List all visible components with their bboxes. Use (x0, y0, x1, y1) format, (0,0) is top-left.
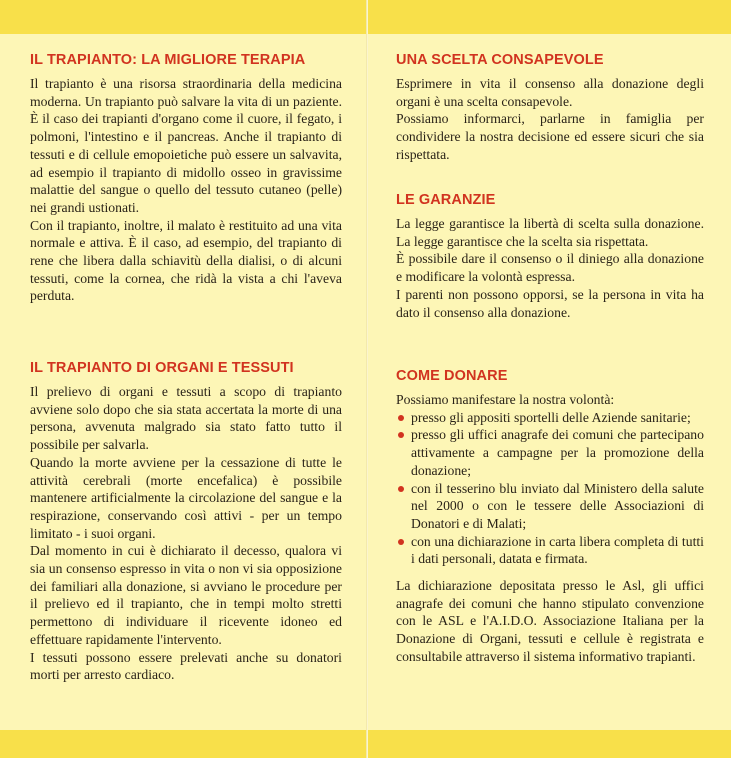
list-item: con una dichiarazione in carta libera completa di tutti i dati personali, datata e firmata. (396, 533, 704, 568)
paragraph: Il prelievo di organi e tessuti a scopo di trapianto avviene solo dopo che sia stata accertata la morte di una persona, avvenuta malgrado sia stato fatto tutto il possibile per salvarla. (30, 384, 342, 453)
paragraph: Possiamo manifestare la nostra volontà: (396, 392, 615, 407)
section-conscious-choice (396, 52, 704, 164)
bullet-icon (398, 539, 404, 545)
section-title: IL TRAPIANTO: LA MIGLIORE TERAPIA (30, 52, 306, 68)
bullet-icon (398, 486, 404, 492)
paragraph: Esprimere in vita il consenso alla donazione degli organi è una scelta consapevole. (396, 76, 704, 109)
bullet-icon (398, 432, 404, 438)
section-title: COME DONARE (396, 368, 508, 384)
section-how-to-donate (396, 368, 704, 666)
section-title: IL TRAPIANTO DI ORGANI E TESSUTI (30, 360, 294, 376)
bullet-icon (398, 415, 404, 421)
section-organs-tissues (30, 360, 342, 684)
paragraph: La legge garantisce la libertà di scelta sulla donazione. La legge garantisce che la scelta sia rispettata. (396, 216, 704, 249)
paragraph: Il trapianto è una risorsa straordinaria della medicina moderna. Un trapianto può salvare la vita di un paziente. È il caso dei trapianti d'organo come il cuore, il fegato, i polmoni, l'intestino e il pancreas. Anche il trapianto di tessuti e di cellule emopoietiche può essere un salvavita, ad esempio il trapianto di midollo osseo in gravissime malattie del sangue o quello del tessuto cutaneo (pelle) nei grandi ustionati. (30, 76, 342, 215)
paragraph: Dal momento in cui è dichiarato il decesso, qualora vi sia un consenso espresso in vita o non vi sia opposizione dei familiari alla donazione, si avviano le procedure per il prelievo ed il trapianto, che in tempi molto stretti permettono di individuare il ricevente idoneo ed effettuare rapidamente l'intervento. (30, 543, 342, 647)
paragraph: Quando la morte avviene per la cessazione di tutte le attività cerebrali (morte encefalica) è possibile mantenere artificialmente la circolazione del sangue e la respirazione, conservando così attivi - per un tempo limitato - i suoi organi. (30, 454, 342, 541)
paragraph: La dichiarazione depositata presso le Asl, gli uffici anagrafe dei comuni che hanno stipulato convenzione con le ASL e l'A.I.D.O. Associazione Italiana per la Donazione di Organi, tessuti e cellule è registrata e consultabile attraverso il sistema informativo trapianti. (396, 578, 704, 664)
paragraph: I tessuti possono essere prelevati anche su donatori morti per arresto cardiaco. (30, 649, 342, 683)
list-item: presso gli appositi sportelli delle Aziende sanitarie; (396, 409, 704, 427)
paragraph: Con il trapianto, inoltre, il malato è restituito ad una vita normale e attiva. È il caso, ad esempio, del trapianto di rene che libera dalla schiavitù della dialisi, o di alcuni tessuti, come la cornea, che ridà la vista a chi l'aveva perduta. (30, 217, 342, 304)
list-item: con il tesserino blu inviato dal Ministero della salute nel 2000 o con le tessere delle Associazioni di Donatori e di Malati; (396, 480, 704, 533)
section-title: UNA SCELTA CONSAPEVOLE (396, 52, 604, 68)
donation-methods-list (396, 409, 704, 568)
brochure-fold (366, 0, 368, 758)
paragraph: È possibile dare il consenso o il diniego alla donazione e modificare la volontà espressa. (396, 251, 704, 285)
section-best-therapy (30, 52, 342, 305)
list-item: presso gli uffici anagrafe dei comuni che partecipano attivamente a campagne per la promozione della donazione; (396, 426, 704, 479)
paragraph: Possiamo informarci, parlarne in famiglia per condividere la nostra decisione ed essere sicuri che sia rispettata. (396, 111, 704, 162)
section-title: LE GARANZIE (396, 192, 496, 208)
paragraph: I parenti non possono opporsi, se la persona in vita ha dato il consenso alla donazione. (396, 286, 704, 320)
section-guarantees (396, 192, 704, 321)
